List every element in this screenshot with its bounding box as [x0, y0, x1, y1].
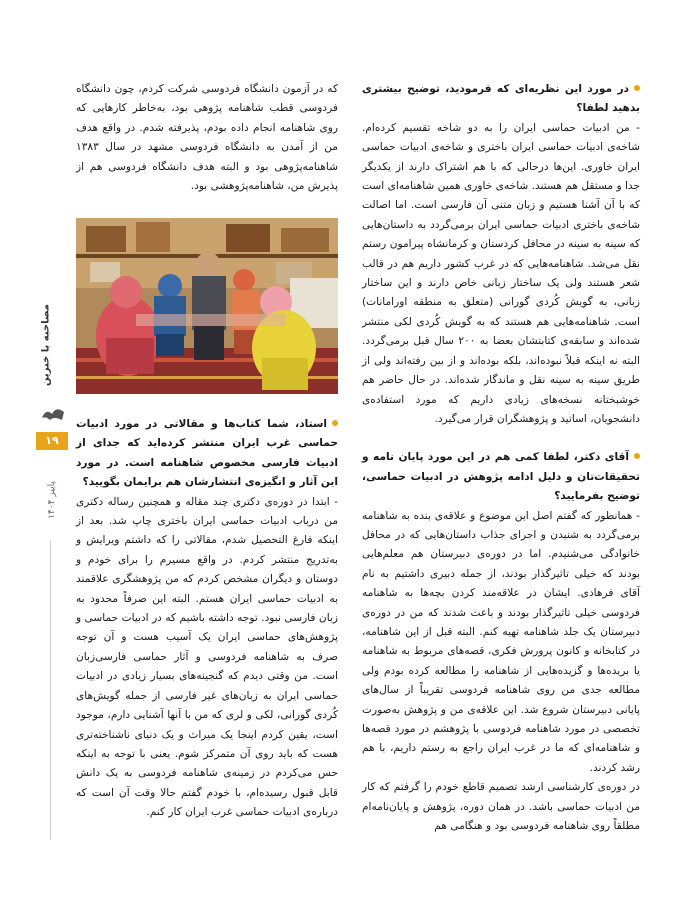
- question-2: آقای دکتر، لطفا کمی هم در این مورد پایان نامه و تحقیقات‌تان و دلیل ادامه پژوهش در ادبیات حماسی، توضیح بفرمایید؟: [362, 451, 640, 503]
- question-3: استاد، شما کتاب‌ها و مقالاتی در مورد ادبیات حماسی غرب ایران منتشر کرده‌اید که جدای از ادبیات فارسی مخصوص شاهنامه است. در مورد این آثار و انگیزه‌ی انتشارشان هم برایمان بگویید؟: [76, 418, 338, 489]
- answer-3: - ابتدا در دوره‌ی دکتری چند مقاله و همچنین رساله دکتری من درباب ادبیات حماسی ایران باختری چاپ شد. بعد از اینکه فارغ التحصیل شدم، مقالاتی را که داشتم ویرایش و به‌تدریج منتشر کردم. در واقع مسیرم را برای خودم و دوستان و دیگران مشخص کردم که من پژوهشگری علاقمند به ادبیات حماسی ایران هستم. البته این صرفاً محدود به زبان فارسی نبود. توجه داشته باشیم که در ادبیات حماسی و پژوهش‌های حماسی ایران یک آسیب هست و آن توجه صرف به شاهنامه فردوسی و آثار حماسی فارسی‌زبان است. من وقتی دیدم که گنجینه‌های بسیار زیادی در ادبیات حماسی ایران به زبان‌های غیر فارسی از جمله گویش‌های کُردی گورانی، لکی و لری که من با آنها آشنایی دارم، موجود است، یقین کردم اینجا یک میراث و یک دنیای ناشناخته‌تری هست که باید روی آن متمرکز شوم. یعنی با توجه به اینکه حس می‌کردم در زمینه‌ی شاهنامه فردوسی به یک دانش قابل قبول رسیده‌ام، با خودم گفتم حالا وقت آن است که درباره‌ی ادبیات حماسی غرب ایران کار کنم.: [76, 495, 338, 819]
- answer-2-continued: در دوره‌ی کارشناسی ارشد تصمیم قاطع خودم را گرفتم که کار من ادبیات حماسی باشد. در همان دوره، پژوهش و پایان‌نامه‌ام مطلقاً روی شاهنامه فردوسی بود و هنگامی هم: [362, 781, 640, 833]
- bullet-icon: [634, 453, 640, 459]
- answer-1: - من ادبیات حماسی ایران را به دو شاخه تقسیم کرده‌ام. شاخه‌ی ادبیات حماسی ایران باختری و شاخه‌ی ادبیات حماسی ایران خاوری. این‌ها درحالی که با هم اشتراک دارند از یکدیگر جدا و مستقل هم هستند. شاخه‌ی خاوری همین شاهنامه‌ای است که با آن آشنا هستیم و زبان متنی آن فارسی است. اما اصالت شاخه‌ی باختری ادبیات حماسی ایران برمی‌گردد به داستان‌هایی که سینه به سینه در محافل کردستان و کرمانشاه پیرامون رستم نقل می‌شد. شاهنامه‌هایی که در غرب کشور داریم هم در قالب شعر هستند ولی یک ساختار زبانی خاص دارند و این ساختار زبانی، به گویش کُردی گورانی (متعلق به منطقه اورامانات) است. شاهنامه‌هایی هم هستند که به گویش کُردی لکی منتشر شده‌اند و سابقه‌ی کتابتشان بعضا به ۲۰۰ سال قبل برمی‌گردد. البته نه اینکه قبلاً نبوده‌اند، بلکه بوده‌اند و از بین رفته‌اند ولی از طریق سینه به سینه نقل و ماندگار شده‌اند. در حال حاضر هم خوشبختانه نسخه‌های زیادی داریم که مورد استفاده‌ی دانشجویان، اساتید و پژوهشگران قرار می‌گیرد.: [362, 121, 640, 425]
- answer-2: - همانطور که گفتم اصل این موضوع و علاقه‌ی بنده به شاهنامه برمی‌گردد به شنیدن و اجرای جذاب داستان‌هایی که در محافل خانوادگی می‌شنیدم. اما در دوره‌ی دبیرستان هم معلم‌هایی بودند که خیلی تاثیرگذار بودند، از جمله دبیری داشتیم به نام آقای فرهادی. ایشان در علاقه‌مند کردن بچه‌ها به شاهنامه فردوسی خیلی تاثیرگذار بودند و باعث شدند که من در دوره‌ی دبیرستان یک جلد شاهنامه تهیه کنم. البته قبل از این شاهنامه، در کتابخانه و کانون پرورش فکری، قصه‌های مربوط به شاهنامه یا بریده‌ها و گزیده‌هایی از شاهنامه را مطالعه کرده بودم ولی مطالعه جدی من روی شاهنامه فردوسی تقریباً از سال‌های پایانی دبیرستان شروع شد. این علاقه‌ی من و پژوهش به‌صورت تخصصی در مورد شاهنامه فردوسی با پژوهشم در مورد قصه‌ها و شاهنامه‌ای که ما در غرب ایران راجع به رستم داریم، با هم رشد کردند.: [362, 509, 640, 774]
- sidebar-divider: [50, 540, 51, 840]
- right-column: [362, 80, 640, 836]
- bullet-icon: [634, 85, 640, 91]
- left-column-top: [76, 80, 338, 196]
- magazine-logo-icon: [40, 404, 66, 424]
- bullet-icon: [332, 420, 338, 426]
- section-title: مصاحبه با خبرین: [40, 304, 52, 386]
- left-column-bottom: [76, 415, 338, 823]
- continued-paragraph: که در آزمون دانشگاه فردوسی شرکت کردم، چون دانشگاه فردوسی قطب شاهنامه پژوهی بود، به‌خاطر کارهایی که روی شاهنامه انجام داده بودم، پذیرفته شدم. در واقع هدف من از آمدن به دانشگاه فردوسی مشهد در سال ۱۳۸۳ شاهنامه‌پژوهی بود و البته هدف دانشگاه فردوسی هم از پذیرش من، شاهنامه‌پژوهشی بود.: [76, 83, 338, 193]
- question-1: در مورد این نظریه‌ای که فرمودید، توضیح بیشتری بدهید لطفا؟: [362, 83, 640, 115]
- issue-date: پاییز ۱۴۰۴: [47, 481, 57, 519]
- page-number: ۱۹: [36, 432, 68, 450]
- interview-photo: [76, 218, 338, 394]
